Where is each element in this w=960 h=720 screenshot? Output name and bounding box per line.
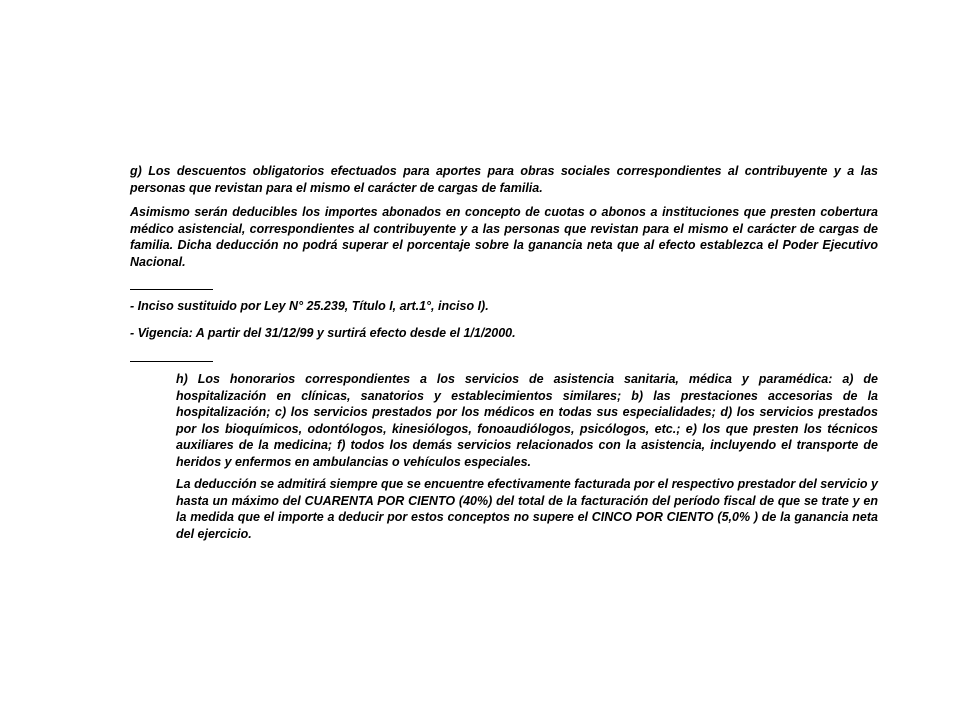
paragraph-h-deduction-limit: La deducción se admitirá siempre que se encuentre efectivamente facturada por el respectivo prestador del servicio y hasta un máximo del CUARENTA POR CIENTO (40%) del total de la facturación del período fiscal de que se trate y en la medida que el importe a deducir por estos conceptos no supere el CINCO POR CIENTO (5,0% ) de la ganancia neta del ejercicio.: [176, 477, 878, 541]
note-validity: - Vigencia: A partir del 31/12/99 y surtirá efecto desde el 1/1/2000.: [130, 326, 516, 340]
paragraph-g-medical-coverage: Asimismo serán deducibles los importes abonados en concepto de cuotas o abonos a instituciones que presten cobertura médico asistencial, correspondientes al contribuyente y a las personas que revistan para el mismo el carácter de cargas de familia. Dicha deducción no podrá superar el porcentaje sobre la ganancia neta que al efecto establezca el Poder Ejecutivo Nacional.: [130, 205, 878, 269]
paragraph-g-obligatory-discounts: g) Los descuentos obligatorios efectuados para aportes para obras sociales correspondientes al contribuyente y a las personas que revistan para el mismo el carácter de cargas de familia.: [130, 164, 878, 195]
paragraph-h-health-fees: h) Los honorarios correspondientes a los servicios de asistencia sanitaria, médica y paramédica: a) de hospitalización en clínicas, sanatorios y establecimientos similares; b) las prestaciones accesorias de la hospitalización; c) los servicios prestados por los médicos en todas sus especialidades; d) los servicios prestados por los bioquímicos, odontólogos, kinesiólogos, fonoaudiólogos, psicólogos, etc.; e) los que presten los técnicos auxiliares de la medicina; f) todos los demás servicios relacionados con la asistencia, incluyendo el transporte de heridos y enfermos en ambulancias o vehículos especiales.: [176, 372, 878, 469]
separator-line-top: [130, 289, 213, 290]
note-law-reference: - Inciso sustituido por Ley N° 25.239, Título I, art.1°, inciso I).: [130, 299, 489, 313]
separator-line-bottom: [130, 361, 213, 362]
